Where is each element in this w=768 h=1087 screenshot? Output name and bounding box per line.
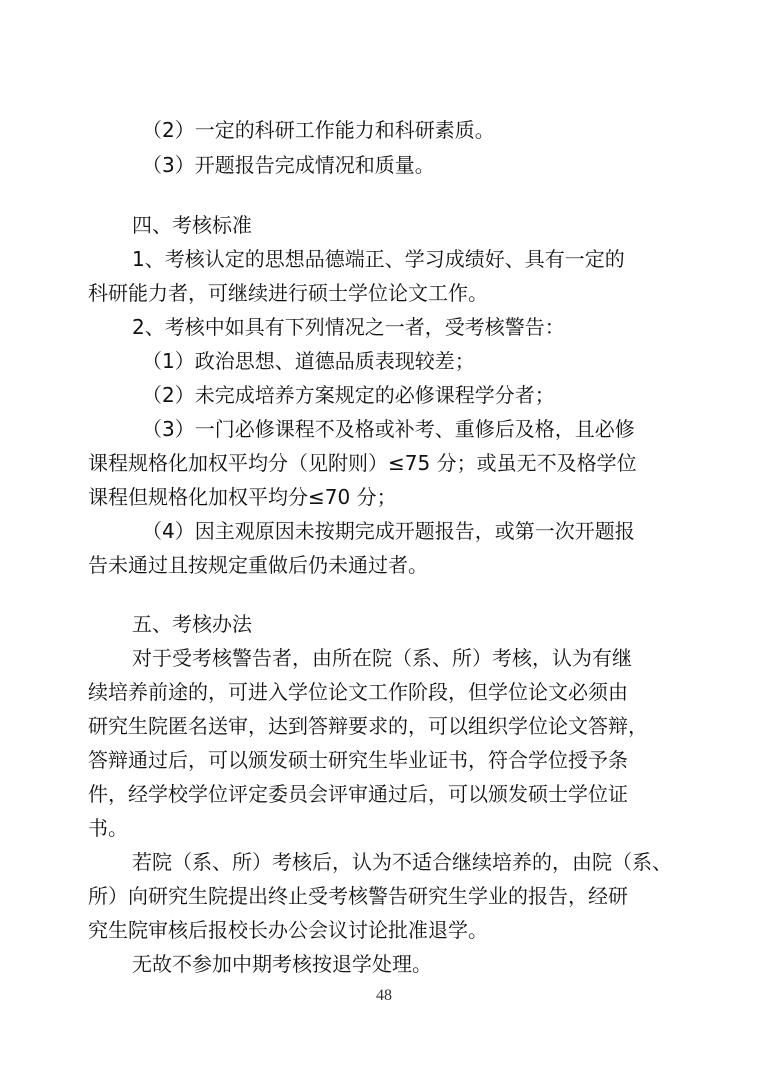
paragraph-line: 若院（系、所）考核后，认为不适合继续培养的，由院（系、 [132, 850, 672, 874]
paragraph-line: 2、考核中如具有下列情况之一者，受考核警告： [132, 315, 565, 339]
page-number: 48 [376, 987, 392, 1004]
paragraph-line: 究生院审核后报校长办公会议讨论批准退学。 [88, 918, 488, 942]
list-item: （1）政治思想、道德品质表现较差； [142, 349, 475, 373]
section-heading-methods: 五、考核办法 [132, 612, 252, 636]
paragraph-line: 1、考核认定的思想品德端正、学习成绩好、具有一定的 [132, 247, 625, 271]
paragraph-line: 所）向研究生院提出终止受考核警告研究生学业的报告，经研 [88, 884, 628, 908]
paragraph-line: 课程但规格化加权平均分≤70 分； [88, 485, 397, 509]
paragraph-line: 书。 [88, 816, 128, 840]
paragraph-line: 答辩通过后，可以颁发硕士研究生毕业证书，符合学位授予条 [88, 748, 628, 772]
item-3-proposal-quality: （3）开题报告完成情况和质量。 [142, 153, 435, 177]
paragraph-line: 告未通过且按规定重做后仍未通过者。 [88, 553, 428, 577]
item-2-research-ability: （2）一定的科研工作能力和科研素质。 [142, 118, 495, 142]
paragraph-line: 研究生院匿名送审，达到答辩要求的，可以组织学位论文答辩， [88, 714, 648, 738]
paragraph-line: 无故不参加中期考核按退学处理。 [132, 952, 432, 976]
paragraph-line: 续培养前途的，可进入学位论文工作阶段，但学位论文必须由 [88, 680, 628, 704]
paragraph-line: 对于受考核警告者，由所在院（系、所）考核，认为有继 [132, 646, 632, 670]
list-item: （2）未完成培养方案规定的必修课程学分者； [142, 383, 555, 407]
paragraph-line: 件，经学校学位评定委员会评审通过后，可以颁发硕士学位证 [88, 782, 628, 806]
section-heading-standards: 四、考核标准 [132, 213, 252, 237]
list-item: （4）因主观原因未按期完成开题报告，或第一次开题报 [142, 519, 635, 543]
paragraph-line: 科研能力者，可继续进行硕士学位论文工作。 [88, 281, 488, 305]
list-item: （3）一门必修课程不及格或补考、重修后及格，且必修 [142, 417, 635, 441]
paragraph-line: 课程规格化加权平均分（见附则）≤75 分；或虽无不及格学位 [88, 451, 637, 475]
